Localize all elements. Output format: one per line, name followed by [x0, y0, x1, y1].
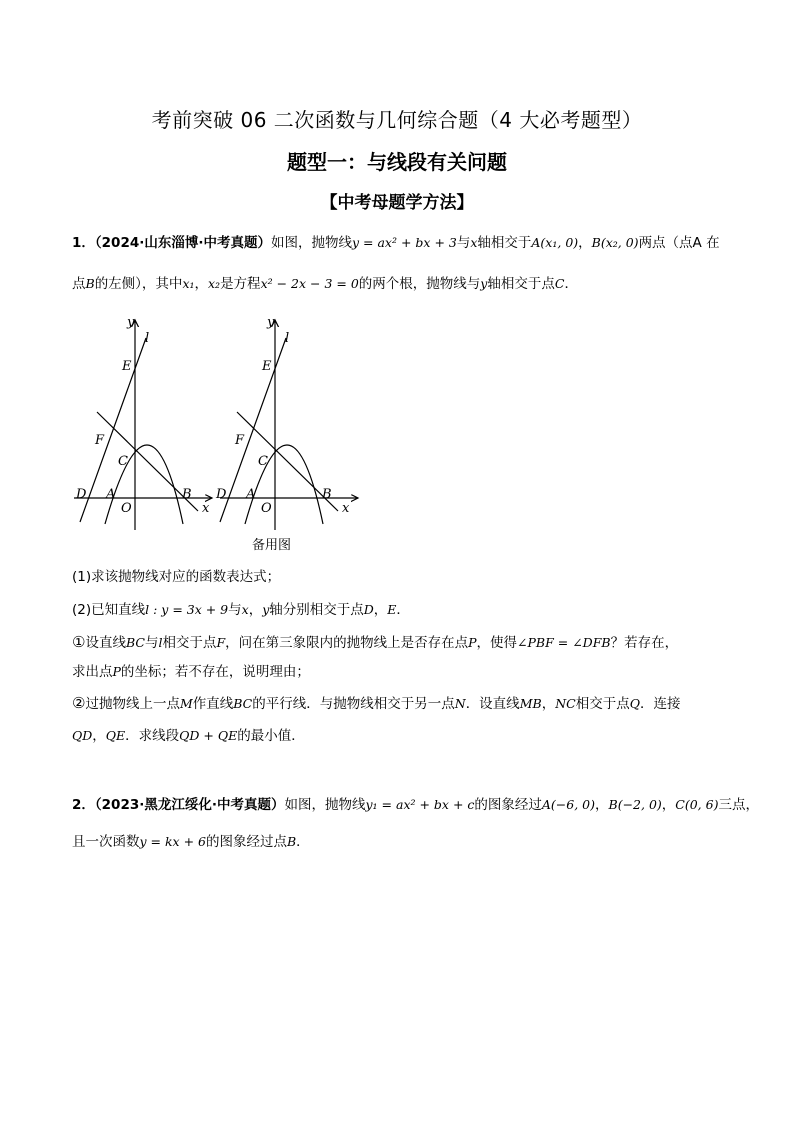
var-y: y	[262, 602, 270, 617]
text: ？若存在，	[610, 635, 679, 651]
var-bc: BC	[125, 635, 145, 650]
text: 轴相交于点	[487, 276, 555, 292]
text: ．求线段	[125, 728, 180, 744]
page-title: 考前突破 06 二次函数与几何综合题（4 大必考题型）	[151, 108, 643, 132]
label-b: B	[322, 487, 332, 502]
var-x1: x₁	[182, 276, 195, 291]
linear-equation: y = kx + 6	[139, 834, 206, 849]
quadratic-equation: x² − 2x − 3 = 0	[260, 276, 359, 291]
question-2-part-2	[72, 693, 732, 714]
text: ，	[373, 602, 388, 618]
text: (2)已知直线	[72, 602, 146, 618]
figure-main	[74, 316, 212, 530]
section-subtitle: 题型一：与线段有关问题	[287, 150, 507, 174]
label-e: E	[262, 359, 272, 374]
var-bc: BC	[233, 696, 253, 711]
question-2	[72, 600, 732, 620]
text: ，问在第三象限内的抛物线上是否存在点	[225, 635, 469, 651]
parabola-equation: y = ax² + bx + 3	[352, 235, 457, 250]
var-x2: x₂	[208, 276, 221, 291]
text: ．	[296, 834, 310, 850]
label-o: O	[261, 501, 272, 516]
expr-qd-plus-qe: QD + QE	[179, 728, 238, 743]
circled-number-1: ①	[72, 633, 86, 651]
text: 三点，	[718, 797, 759, 813]
label-f: F	[235, 433, 245, 448]
text: ，	[595, 797, 609, 813]
var-q: Q	[629, 696, 640, 711]
problem2-line1	[72, 795, 759, 815]
text: ，	[194, 276, 208, 292]
problem2-source: （2023·黑龙江绥化·中考真题）	[94, 797, 285, 813]
var-mb: MB	[519, 696, 542, 711]
figure-backup	[215, 316, 358, 530]
point-b: B(x₂, 0)	[591, 235, 639, 250]
text: 与	[456, 235, 471, 251]
var-nc: NC	[555, 696, 576, 711]
text: 的坐标；若不存在，说明理由；	[120, 664, 310, 680]
label-c: C	[118, 454, 128, 469]
text: 是方程	[220, 276, 261, 292]
problem2-number: 2．	[72, 797, 95, 813]
angle-equation: ∠PBF = ∠DFB	[517, 635, 611, 650]
var-b: B	[286, 834, 297, 849]
question-2-part-1	[72, 632, 732, 653]
label-f: F	[95, 433, 105, 448]
var-m: M	[179, 696, 193, 711]
text: ，	[92, 728, 106, 744]
var-p: P	[112, 664, 121, 679]
text: ，使得	[476, 635, 518, 651]
problem1-line2	[72, 274, 732, 294]
var-c: C	[554, 276, 565, 291]
text: ．连接	[639, 696, 681, 712]
text: 相交于点	[575, 696, 630, 712]
text: 且一次函数	[72, 834, 140, 850]
label-a: A	[246, 487, 256, 502]
point-a: A(x₁, 0)	[531, 235, 579, 250]
var-qe: QE	[105, 728, 126, 743]
var-x: x	[241, 602, 249, 617]
question-2-part-1-cont	[72, 662, 732, 682]
text: 的图象经过点	[205, 834, 287, 850]
text: ．	[564, 276, 578, 292]
point-a: A(−6, 0)	[541, 797, 596, 812]
label-y: y	[267, 316, 275, 330]
text: 的最小值．	[237, 728, 305, 744]
text: 轴相交于	[477, 235, 532, 251]
text: 设直线	[85, 635, 126, 651]
label-y: y	[127, 316, 135, 330]
text: 如图，抛物线	[284, 797, 366, 813]
parabola-equation: y₁ = ax² + bx + c	[365, 797, 475, 812]
question-1: (1)求该抛物线对应的函数表达式；	[72, 569, 281, 585]
text: ．设直线	[465, 696, 520, 712]
text: 两点（点A 在	[638, 235, 720, 251]
label-d: D	[216, 487, 227, 502]
problem2-line2	[72, 832, 732, 852]
text: 点	[72, 276, 86, 292]
figure-caption: 备用图	[252, 538, 292, 553]
text: 的左侧），其中	[94, 276, 183, 292]
problem1-figures	[70, 316, 370, 531]
problem1-source: （2024·山东淄博·中考真题）	[94, 235, 271, 251]
text: 与	[228, 602, 242, 618]
var-f: F	[216, 635, 226, 650]
label-e: E	[122, 359, 132, 374]
var-l: l	[158, 635, 163, 650]
var-b: B	[85, 276, 95, 291]
label-b: B	[182, 487, 192, 502]
text: ，	[578, 235, 592, 251]
text: 的平行线．与抛物线相交于另一点	[252, 696, 455, 712]
text: 相交于点	[162, 635, 217, 651]
text: 过抛物线上一点	[85, 696, 180, 712]
var-qd: QD	[72, 728, 93, 743]
label-x: x	[342, 501, 350, 516]
point-b: B(−2, 0)	[608, 797, 662, 812]
text: ，	[248, 602, 263, 618]
section-heading: 【中考母题学方法】	[320, 193, 474, 213]
text: 的两个根，抛物线与	[358, 276, 481, 292]
var-n: N	[454, 696, 466, 711]
text: ．	[396, 602, 410, 618]
line-l-equation: l : y = 3x + 9	[145, 602, 229, 617]
problem1-line1	[72, 233, 732, 253]
text: ，	[541, 696, 556, 712]
point-c: C(0, 6)	[675, 797, 719, 812]
text: ，	[661, 797, 676, 813]
label-o: O	[121, 501, 132, 516]
label-c: C	[258, 454, 268, 469]
var-p: P	[468, 635, 477, 650]
var-y: y	[480, 276, 488, 291]
question-2-part-2-cont	[72, 726, 732, 746]
var-x: x	[470, 235, 478, 250]
text: 轴分别相交于点	[269, 602, 364, 618]
label-l: l	[285, 331, 290, 346]
problem1-number: 1．	[72, 235, 95, 251]
var-d: D	[363, 602, 374, 617]
label-l: l	[145, 331, 150, 346]
circled-number-2: ②	[72, 694, 86, 712]
text: 如图，抛物线	[271, 235, 352, 251]
text: 的图象经过	[474, 797, 542, 813]
label-d: D	[76, 487, 87, 502]
text: 与	[144, 635, 159, 651]
text: 求出点	[72, 664, 113, 680]
text: 作直线	[192, 696, 234, 712]
var-e: E	[387, 602, 397, 617]
label-a: A	[106, 487, 116, 502]
label-x: x	[202, 501, 210, 516]
